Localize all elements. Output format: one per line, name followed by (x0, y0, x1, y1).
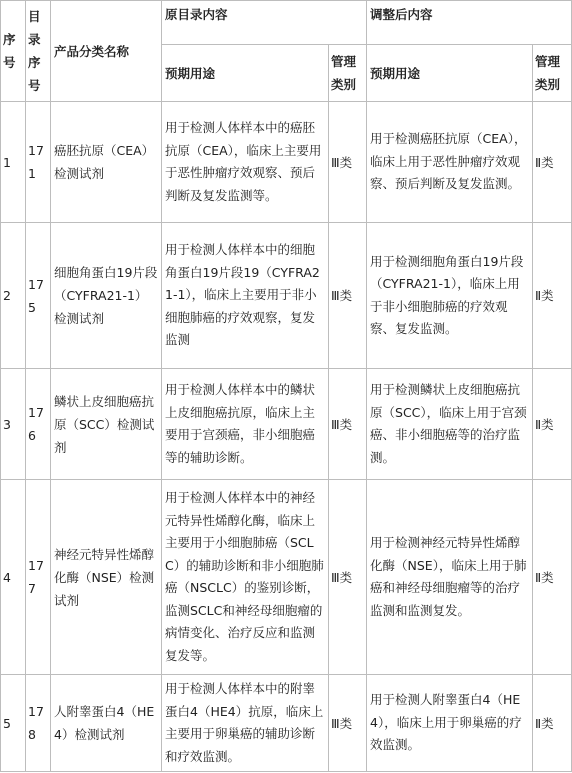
table-row (1, 102, 572, 223)
header-seq: 序号 (1, 1, 26, 102)
cell-category-name: 癌胚抗原（CEA）检测试剂 (51, 102, 162, 223)
cell-orig-purpose: 用于检测人体样本中的细胞角蛋白19片段19（CYFRA21-1），临床上主要用于非小细胞肺癌的疗效观察，复发监测 (162, 223, 329, 369)
header-row-top (1, 1, 572, 45)
header-original: 原目录内容 (162, 1, 367, 45)
cell-catalog-seq: 175 (26, 223, 51, 369)
cell-orig-purpose: 用于检测人体样本中的神经元特异性烯醇化酶，临床上主要用于小细胞肺癌（SCLC）的辅助诊断和非小细胞肺癌（NSCLC）的鉴别诊断，监测SCLC和神经母细胞瘤的病情变化、治疗反应和监测复发等。 (162, 480, 329, 675)
header-orig-purpose: 预期用途 (162, 45, 329, 102)
cell-orig-purpose: 用于检测人体样本中的鳞状上皮细胞癌抗原，临床上主要用于宫颈癌，非小细胞癌等的辅助诊断。 (162, 369, 329, 480)
cell-new-purpose: 用于检测人附睾蛋白4（HE4），临床上用于卵巢癌的疗效监测。 (367, 675, 533, 772)
cell-orig-class: Ⅲ类 (329, 369, 367, 480)
cell-new-class: Ⅱ类 (533, 223, 572, 369)
cell-new-class: Ⅱ类 (533, 480, 572, 675)
header-category: 产品分类名称 (51, 1, 162, 102)
cell-new-purpose: 用于检测细胞角蛋白19片段（CYFRA21-1），临床上用于非小细胞肺癌的疗效观察、复发监测。 (367, 223, 533, 369)
cell-catalog-seq: 178 (26, 675, 51, 772)
cell-new-purpose: 用于检测鳞状上皮细胞癌抗原（SCC），临床上用于宫颈癌、非小细胞癌等的治疗监测。 (367, 369, 533, 480)
cell-orig-purpose: 用于检测人体样本中的附睾蛋白4（HE4）抗原，临床上主要用于卵巢癌的辅助诊断和疗效监测。 (162, 675, 329, 772)
cell-seq: 3 (1, 369, 26, 480)
cell-category-name: 人附睾蛋白4（HE4）检测试剂 (51, 675, 162, 772)
cell-orig-class: Ⅲ类 (329, 223, 367, 369)
cell-orig-purpose: 用于检测人体样本中的癌胚抗原（CEA），临床上主要用于恶性肿瘤疗效观察、预后判断及复发监测等。 (162, 102, 329, 223)
cell-category-name: 神经元特异性烯醇化酶（NSE）检测试剂 (51, 480, 162, 675)
cell-orig-class: Ⅲ类 (329, 102, 367, 223)
cell-catalog-seq: 171 (26, 102, 51, 223)
cell-catalog-seq: 177 (26, 480, 51, 675)
cell-catalog-seq: 176 (26, 369, 51, 480)
cell-category-name: 鳞状上皮细胞癌抗原（SCC）检测试剂 (51, 369, 162, 480)
table-row (1, 369, 572, 480)
cell-seq: 2 (1, 223, 26, 369)
cell-new-purpose: 用于检测神经元特异性烯醇化酶（NSE），临床上用于肺癌和神经母细胞瘤等的治疗监测和监测复发。 (367, 480, 533, 675)
header-orig-mgmt: 管理类别 (329, 45, 367, 102)
header-new-mgmt: 管理类别 (533, 45, 572, 102)
table-row (1, 223, 572, 369)
cell-category-name: 细胞角蛋白19片段（CYFRA21-1）检测试剂 (51, 223, 162, 369)
table-row (1, 675, 572, 772)
table-row (1, 480, 572, 675)
header-new-purpose: 预期用途 (367, 45, 533, 102)
header-catalog-seq: 目录序号 (26, 1, 51, 102)
cell-seq: 1 (1, 102, 26, 223)
cell-new-class: Ⅱ类 (533, 675, 572, 772)
header-adjusted: 调整后内容 (367, 1, 572, 45)
cell-seq: 4 (1, 480, 26, 675)
cell-orig-class: Ⅲ类 (329, 675, 367, 772)
cell-new-purpose: 用于检测癌胚抗原（CEA），临床上用于恶性肿瘤疗效观察、预后判断及复发监测。 (367, 102, 533, 223)
cell-new-class: Ⅱ类 (533, 369, 572, 480)
cell-new-class: Ⅱ类 (533, 102, 572, 223)
cell-seq: 5 (1, 675, 26, 772)
cell-orig-class: Ⅲ类 (329, 480, 367, 675)
